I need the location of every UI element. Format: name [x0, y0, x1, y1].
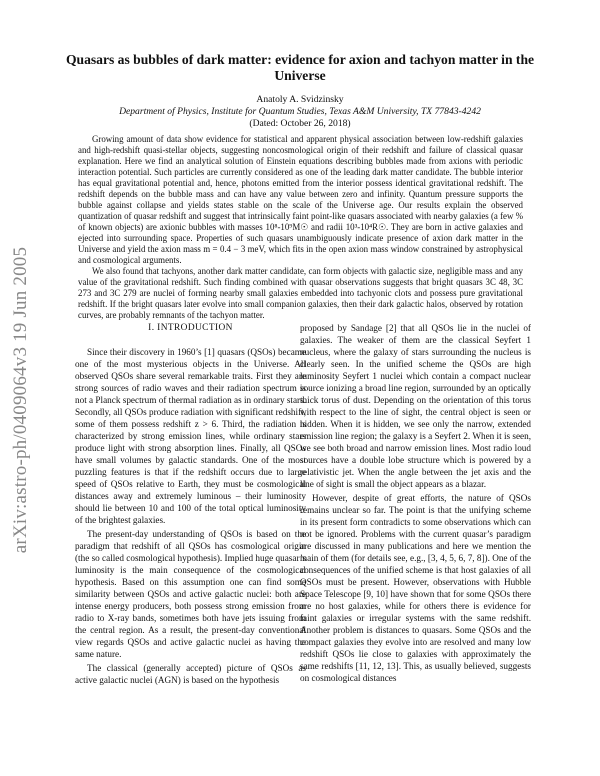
- right-column: [300, 322, 531, 776]
- abstract: [78, 134, 523, 321]
- arxiv-sidebar: [6, 215, 36, 585]
- arxiv-identifier: arXiv:astro-ph/0409064v3 19 Jun 2005: [10, 246, 31, 554]
- body-paragraph: proposed by Sandage [2] that all QSOs lie in the nuclei of galaxies. The weaker of them are the classical Seyfert 1 nucleus, where the galaxy of stars surrounding the nucleus is clearly seen. In the unified scheme the QSOs are high luminosity Seyfert 1 nuclei which contain a compact nuclear source ionizing a broad line region, surrounded by an optically thick torus of dust. Depending on the orientation of this torus with respect to the line of sight, the central object is seen or hidden. When it is hidden, we see only the narrow, extended emission line region; the galaxy is a Seyfert 2. When it is seen, we see both broad and narrow emission lines. Most radio loud sources have a double lobe structure which is powered by a relativistic jet. When the angle between the jet axis and the line of sight is small the object appears as a blazar.: [300, 323, 531, 489]
- paper-date: (Dated: October 26, 2018): [249, 118, 351, 129]
- body-paragraph: The classical (generally accepted) picture of QSOs as active galactic nuclei (AGN) is based on the hypothesis: [75, 663, 306, 685]
- left-column: [75, 322, 306, 776]
- author-affiliation: Department of Physics, Institute for Quantum Studies, Texas A&M University, TX 77843-4242: [119, 106, 481, 117]
- abstract-paragraph: Growing amount of data show evidence for statistical and apparent physical association between low-redshift galaxies and high-redshift quasi-stellar objects, suggesting noncosmological origin of their redshift and failure of classical quasar explanation. Here we find an analytical solution of Einstein equations describing bubbles made from axions with periodic interaction potential. Such particles are currently considered as one of the leading dark matter candidate. The bubble interior has equal gravitational potential and, hence, photons emitted from the interior possess identical gravitational redshift. The redshift depends on the bubble mass and can have any value between zero and infinity. Quantum pressure supports the bubble against collapse and yields states stable on the scale of the Universe age. Our results explain the observed quantization of quasar redshift and suggest that intrinsically faint point-like quasars associated with nearby galaxies (a few % of known objects) are axionic bubbles with masses 10⁸-10⁹M☉ and radii 10³-10⁴R☉. They are born in active galaxies and ejected into surrounding space. Properties of such quasars unambiguously indicate presence of axion dark matter in the Universe and yield the axion mass m = 0.4 − 3 meV, which fits in the open axion mass window constrained by astrophysical and cosmological arguments.: [78, 134, 523, 265]
- paper-title: Quasars as bubbles of dark matter: evidence for axion and tachyon matter in the Universe: [65, 52, 535, 83]
- body-paragraph: However, despite of great efforts, the nature of QSOs remains unclear so far. The point is that the unifying scheme in its present form contradicts to some observations which can not be ignored. Problems with the current quasar’s paradigm are discussed in many publications and here we mention the main of them (for details see, e.g., [3, 4, 5, 6, 7, 8]). One of the consequences of the unified scheme is that host galaxies of all QSOs must be present. However, observations with Hubble Space Telescope [9, 10] have shown that for some QSOs there are no host galaxies, while for others there is evidence for faint galaxies or irregular systems with the same redshift. Another problem is distances to quasars. Some QSOs and the compact galaxies they evolve into are resolved and many low redshift QSOs lie close to galaxies with approximately the same redshifts [11, 12, 13]. This, as usually believed, suggests on cosmological distances: [300, 493, 531, 683]
- section-heading: I. INTRODUCTION: [148, 323, 233, 333]
- abstract-paragraph: We also found that tachyons, another dark matter candidate, can form objects with galactic size, negligible mass and any value of the gravitational redshift. Such finding combined with quasar observations suggests that bright quasars 3C 48, 3C 273 and 3C 279 are nuclei of forming nearby small galaxies embedded into tachyonic clots and possess pure gravitational redshift. If the bright quasars later evolve into small companion galaxies, then their dark galactic halos, observed by rotation curves, are probably remnants of the tachyon matter.: [78, 266, 523, 320]
- body-paragraph: The present-day understanding of QSOs is based on the paradigm that redshift of all QSOs has cosmological origin (the so called cosmological hypothesis). Implied huge quasar’s luminosity is the main consequence of the cosmological hypothesis. Based on this assumption one can find some similarity between QSOs and active galactic nuclei: both are intense energy producers, both possess strong emission from radio to X-ray bands, sometimes both have jets issuing from the central region. As a result, the present-day conventional view regards QSOs and active galactic nuclei as having the same nature.: [75, 529, 306, 659]
- body-paragraph: Since their discovery in 1960’s [1] quasars (QSOs) became one of the most mysterious objects in the Universe. All observed QSOs share several remarkable traits. First they are strong sources of radio waves and their radiation spectrum is not a Planck spectrum of thermal radiation as in ordinary stars. Secondly, all QSOs produce radiation with significant redshift, some of them possess redshift z > 6. Third, the radiation is characterized by strong emission lines, while ordinary stars produce light with strong absorption lines. Finally, all QSOs have small volumes by galactic standards. One of the most puzzling features is that if the redshift occurs due to large speed of QSOs relative to Earth, they must be cosmological distances away and extremely luminous – their luminosity should lie between 10 and 100 of the total optical luminosity of the brightest galaxies.: [75, 347, 306, 525]
- author-name: Anatoly A. Svidzinsky: [256, 94, 344, 105]
